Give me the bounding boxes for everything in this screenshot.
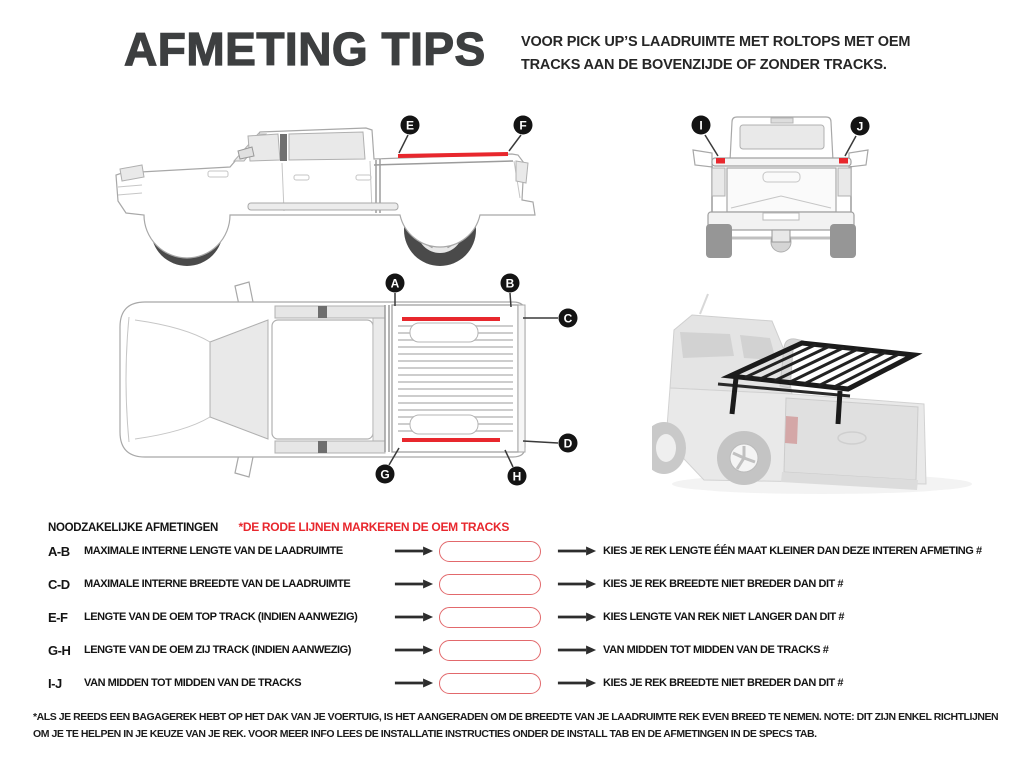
- measurement-tip: KIES LENGTE VAN REK NIET LANGER DAN DIT #: [603, 611, 845, 623]
- measurement-input-ef[interactable]: [439, 607, 541, 628]
- measurement-label: LENGTE VAN DE OEM ZIJ TRACK (INDIEN AANWEZIG): [84, 644, 351, 656]
- left-rear-wheel: [706, 224, 732, 258]
- measurement-label: LENGTE VAN DE OEM TOP TRACK (INDIEN AANWEZIG): [84, 611, 358, 623]
- measurement-tip: KIES JE REK BREEDTE NIET BREDER DAN DIT #: [603, 677, 844, 689]
- measurement-row-cd: [48, 573, 843, 595]
- rear-view-diagram: [668, 106, 893, 271]
- measurement-label: VAN MIDDEN TOT MIDDEN VAN DE TRACKS: [84, 677, 302, 689]
- marker-e: [401, 116, 420, 135]
- arrow-right-icon: [557, 677, 597, 689]
- measurement-tip: VAN MIDDEN TOT MIDDEN VAN DE TRACKS #: [603, 644, 829, 656]
- measurement-code: A-B: [48, 543, 70, 559]
- arrow-right-icon: [557, 644, 597, 656]
- measurement-input-ij[interactable]: [439, 673, 541, 694]
- rack-render-image: [652, 288, 1017, 500]
- tailgate-3d: [784, 398, 918, 480]
- measurements-header: [48, 518, 509, 536]
- svg-text:F: F: [519, 118, 527, 133]
- measurement-label: MAXIMALE INTERNE LENGTE VAN DE LAADRUIMTE: [84, 545, 343, 557]
- arrow-right-icon: [557, 578, 597, 590]
- arrow-right-icon: [394, 578, 434, 590]
- oem-tracks-note: *DE RODE LIJNEN MARKEREN DE OEM TRACKS: [238, 520, 510, 534]
- measurement-row-ij: [48, 672, 843, 694]
- measurement-row-ab: [48, 540, 982, 562]
- measurement-code: I-J: [48, 675, 62, 691]
- arrow-right-icon: [394, 611, 434, 623]
- measurement-row-gh: [48, 639, 828, 661]
- marker-a: [386, 274, 405, 293]
- measurement-tip: KIES JE REK LENGTE ÉÉN MAAT KLEINER DAN DEZE INTEREN AFMETING #: [603, 545, 982, 557]
- marker-b: [501, 274, 520, 293]
- marker-h: [508, 467, 527, 486]
- svg-text:J: J: [856, 119, 864, 134]
- svg-text:H: H: [512, 469, 522, 484]
- footnote: *ALS JE REEDS EEN BAGAGEREK HEBT OP HET DAK VAN JE VOERTUIG, IS HET AANGERADEN OM DE BREEDTE VAN JE LAADRUIMTE REK EVEN BREED TE NEMEN. NOTE: DIT ZIJN ENKEL RICHTLIJNEN OM JE TE HELPEN IN JE KEUZE VAN JE REK. VOOR MEER INFO LEES DE INSTALLATIE INSTRUCTIES ONDER DE INSTALL TAB EN DE AFMETINGEN IN DE SPECS TAB.: [33, 711, 999, 740]
- svg-text:D: D: [563, 436, 573, 451]
- right-rear-wheel: [830, 224, 856, 258]
- measurement-tip: KIES JE REK BREEDTE NIET BREDER DAN DIT #: [603, 578, 844, 590]
- marker-i: [692, 116, 711, 135]
- svg-text:I: I: [699, 118, 703, 133]
- svg-text:B: B: [505, 276, 515, 291]
- arrow-right-icon: [394, 644, 434, 656]
- arrow-right-icon: [557, 545, 597, 557]
- right-mirror: [849, 150, 868, 167]
- rear-window: [740, 125, 824, 149]
- left-mirror: [693, 150, 712, 167]
- taillight-3d: [785, 416, 798, 444]
- measurement-code: E-F: [48, 609, 68, 625]
- svg-text:A: A: [390, 276, 400, 291]
- svg-text:G: G: [380, 467, 390, 482]
- measurement-row-ef: [48, 606, 844, 628]
- arrow-right-icon: [394, 545, 434, 557]
- marker-g: [376, 465, 395, 484]
- oem-top-track-line: [398, 154, 508, 156]
- arrow-right-icon: [557, 611, 597, 623]
- measurement-code: G-H: [48, 642, 71, 658]
- page-subtitle: VOOR PICK UP’S LAADRUIMTE MET ROLTOPS MET OEM TRACKS AAN DE BOVENZIJDE OF ZONDER TRACKS.: [521, 34, 911, 73]
- marker-j: [851, 117, 870, 136]
- marker-d: [559, 434, 578, 453]
- arrow-right-icon: [394, 677, 434, 689]
- measurement-label: MAXIMALE INTERNE BREEDTE VAN DE LAADRUIMTE: [84, 578, 351, 590]
- measurement-code: C-D: [48, 576, 70, 592]
- tailgate-top: [518, 305, 525, 452]
- measurement-input-cd[interactable]: [439, 574, 541, 595]
- measurements-title: NOODZAKELIJKE AFMETINGEN: [48, 522, 218, 534]
- side-view-diagram: [108, 103, 553, 271]
- oem-track-mark-i: [716, 158, 725, 164]
- oem-track-mark-j: [839, 158, 848, 164]
- marker-f: [514, 116, 533, 135]
- top-view-diagram: [115, 272, 587, 492]
- svg-text:C: C: [563, 311, 573, 326]
- marker-c: [559, 309, 578, 328]
- svg-text:E: E: [405, 118, 415, 133]
- measurement-input-ab[interactable]: [439, 541, 541, 562]
- measurement-input-gh[interactable]: [439, 640, 541, 661]
- taillight: [516, 161, 528, 183]
- page-title: AFMETING TIPS: [124, 23, 486, 75]
